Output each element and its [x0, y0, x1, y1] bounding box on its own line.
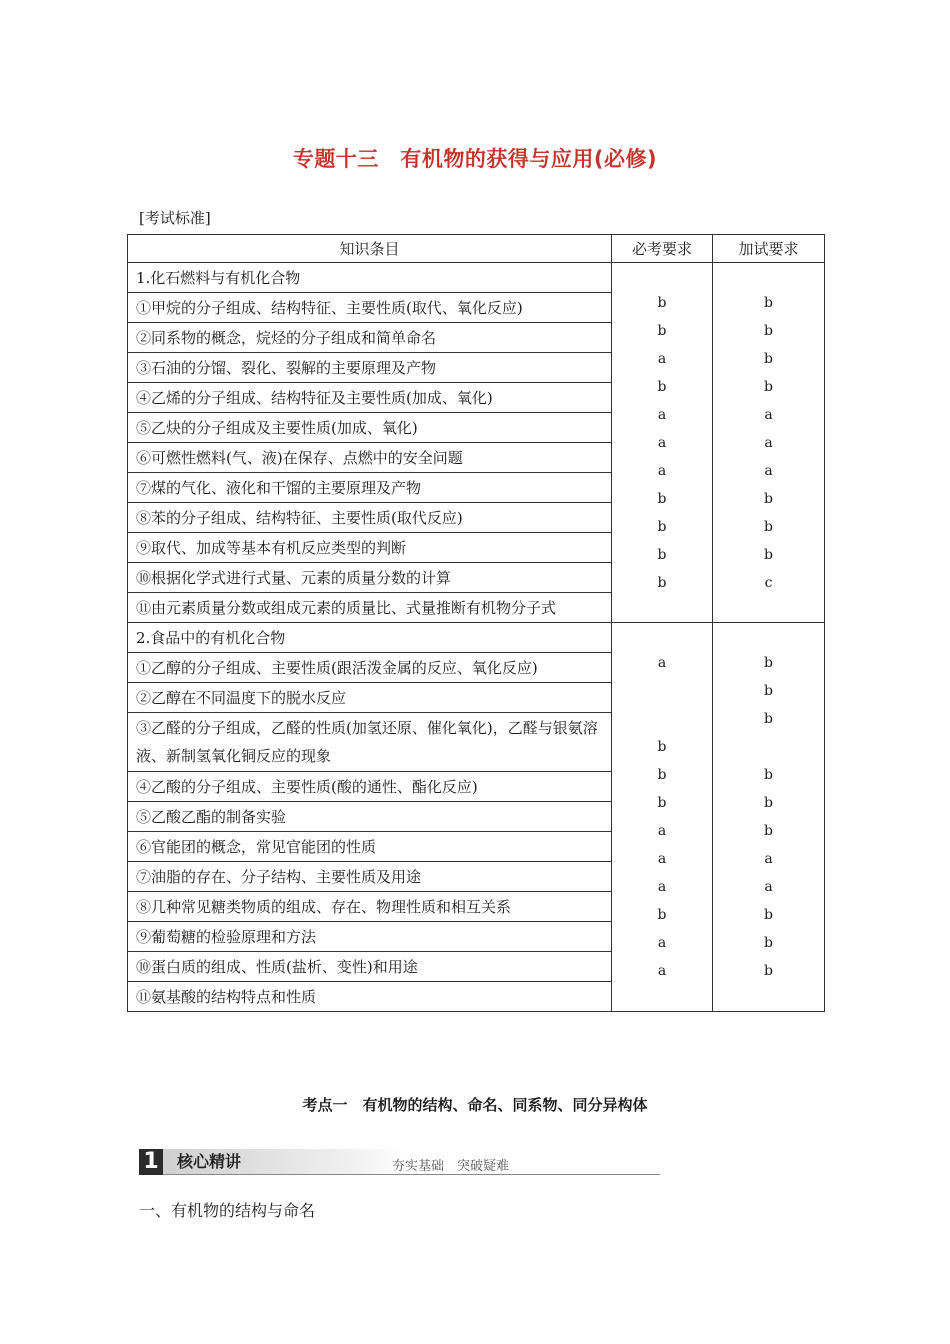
level-required: a — [657, 935, 667, 951]
level-advanced: c — [764, 574, 773, 591]
knowledge-item: ⑪氨基酸的结构特点和性质 — [128, 982, 612, 1012]
level-required — [620, 677, 704, 705]
level-required: a — [657, 406, 667, 423]
level-advanced: b — [764, 935, 773, 951]
level-required: a — [657, 879, 667, 895]
level-advanced: b — [764, 294, 773, 311]
level-advanced: a — [764, 851, 773, 867]
knowledge-item: ⑪由元素质量分数或组成元素的质量比、式量推断有机物分子式 — [128, 593, 612, 623]
knowledge-item: ⑩根据化学式进行式量、元素的质量分数的计算 — [128, 563, 612, 593]
level-advanced: a — [764, 434, 773, 451]
banner-subtitle: 夯实基础 突破疑难 — [392, 1159, 510, 1174]
level-advanced: b — [764, 711, 773, 727]
group-heading: 1.化石燃料与有机化合物 — [128, 263, 612, 293]
knowledge-item: ②乙醇在不同温度下的脱水反应 — [128, 683, 612, 713]
level-required: b — [657, 546, 667, 563]
page-title: 专题十三 有机物的获得与应用(必修) — [292, 147, 658, 171]
level-required: b — [657, 518, 667, 535]
knowledge-item: ⑧苯的分子组成、结构特征、主要性质(取代反应) — [128, 503, 612, 533]
knowledge-item: ⑩蛋白质的组成、性质(盐析、变性)和用途 — [128, 952, 612, 982]
group-heading-row — [128, 623, 825, 653]
level-required: b — [657, 294, 667, 311]
level-advanced: b — [764, 490, 773, 507]
knowledge-item: ⑥官能团的概念，常见官能团的性质 — [128, 832, 612, 862]
knowledge-item: ⑨取代、加成等基本有机反应类型的判断 — [128, 533, 612, 563]
header-knowledge: 知识条目 — [128, 235, 612, 263]
level-required — [620, 705, 704, 733]
knowledge-item: ②同系物的概念，烷烃的分子组成和简单命名 — [128, 323, 612, 353]
knowledge-item: ⑦油脂的存在、分子结构、主要性质及用途 — [128, 862, 612, 892]
knowledge-item: ⑥可燃性燃料(气、液)在保存、点燃中的安全问题 — [128, 443, 612, 473]
level-column-advanced — [713, 263, 825, 623]
level-required: b — [657, 767, 667, 783]
core-banner — [139, 1149, 521, 1176]
level-advanced: a — [764, 462, 773, 479]
knowledge-item: ⑤乙酸乙酯的制备实验 — [128, 802, 612, 832]
level-required: a — [657, 434, 667, 451]
knowledge-item: ④乙烯的分子组成、结构特征及主要性质(加成、氧化) — [128, 383, 612, 413]
level-advanced — [721, 733, 816, 761]
knowledge-item: ⑤乙炔的分子组成及主要性质(加成、氧化) — [128, 413, 612, 443]
level-advanced: b — [764, 683, 773, 699]
level-advanced: b — [764, 322, 773, 339]
knowledge-item: ③石油的分馏、裂化、裂解的主要原理及产物 — [128, 353, 612, 383]
knowledge-item: ①甲烷的分子组成、结构特征、主要性质(取代、氧化反应) — [128, 293, 612, 323]
level-advanced: b — [764, 963, 773, 979]
level-required: a — [657, 963, 667, 979]
level-required: b — [657, 378, 667, 395]
level-advanced: b — [764, 518, 773, 535]
section-heading: 考点一 有机物的结构、命名、同系物、同分异构体 — [302, 1096, 648, 1114]
subheading: 一、有机物的结构与命名 — [139, 1201, 316, 1220]
level-column-required — [612, 263, 713, 623]
knowledge-item: ⑦煤的气化、液化和干馏的主要原理及产物 — [128, 473, 612, 503]
header-advanced: 加试要求 — [713, 235, 825, 263]
level-required: a — [657, 851, 667, 867]
level-advanced: a — [764, 406, 773, 423]
level-column-advanced — [713, 623, 825, 1012]
level-required: b — [657, 574, 667, 591]
level-required: a — [657, 350, 667, 367]
level-advanced: b — [764, 907, 773, 923]
banner-divider — [163, 1174, 660, 1175]
level-advanced: b — [764, 546, 773, 563]
knowledge-item: ⑧几种常见糖类物质的组成、存在、物理性质和相互关系 — [128, 892, 612, 922]
standards-table — [127, 234, 825, 1012]
level-advanced: b — [764, 767, 773, 783]
banner-label: 核心精讲 — [177, 1152, 242, 1171]
standard-label: [考试标准] — [139, 209, 211, 227]
level-required: b — [657, 322, 667, 339]
level-advanced: b — [764, 378, 773, 395]
level-column-required — [612, 623, 713, 1012]
group-heading-row — [128, 263, 825, 293]
knowledge-item: ⑨葡萄糖的检验原理和方法 — [128, 922, 612, 952]
banner-number: 1 — [139, 1149, 163, 1175]
knowledge-item: ①乙醇的分子组成、主要性质(跟活泼金属的反应、氧化反应) — [128, 653, 612, 683]
knowledge-item: ③乙醛的分子组成，乙醛的性质(加氢还原、催化氧化)，乙醛与银氨溶液、新制氢氧化铜反应的现象 — [128, 713, 612, 772]
level-advanced: b — [764, 655, 773, 671]
table-header-row — [128, 235, 825, 263]
level-advanced: b — [764, 350, 773, 367]
knowledge-item: ④乙酸的分子组成、主要性质(酸的通性、酯化反应) — [128, 772, 612, 802]
level-required: b — [657, 907, 667, 923]
level-required: b — [657, 795, 667, 811]
level-required: b — [657, 739, 667, 755]
level-required: a — [657, 462, 667, 479]
level-required: a — [657, 823, 667, 839]
header-required: 必考要求 — [612, 235, 713, 263]
level-advanced: a — [764, 879, 773, 895]
level-required: a — [657, 655, 667, 671]
level-advanced: b — [764, 795, 773, 811]
level-required: b — [657, 490, 667, 507]
level-advanced: b — [764, 823, 773, 839]
group-heading: 2.食品中的有机化合物 — [128, 623, 612, 653]
